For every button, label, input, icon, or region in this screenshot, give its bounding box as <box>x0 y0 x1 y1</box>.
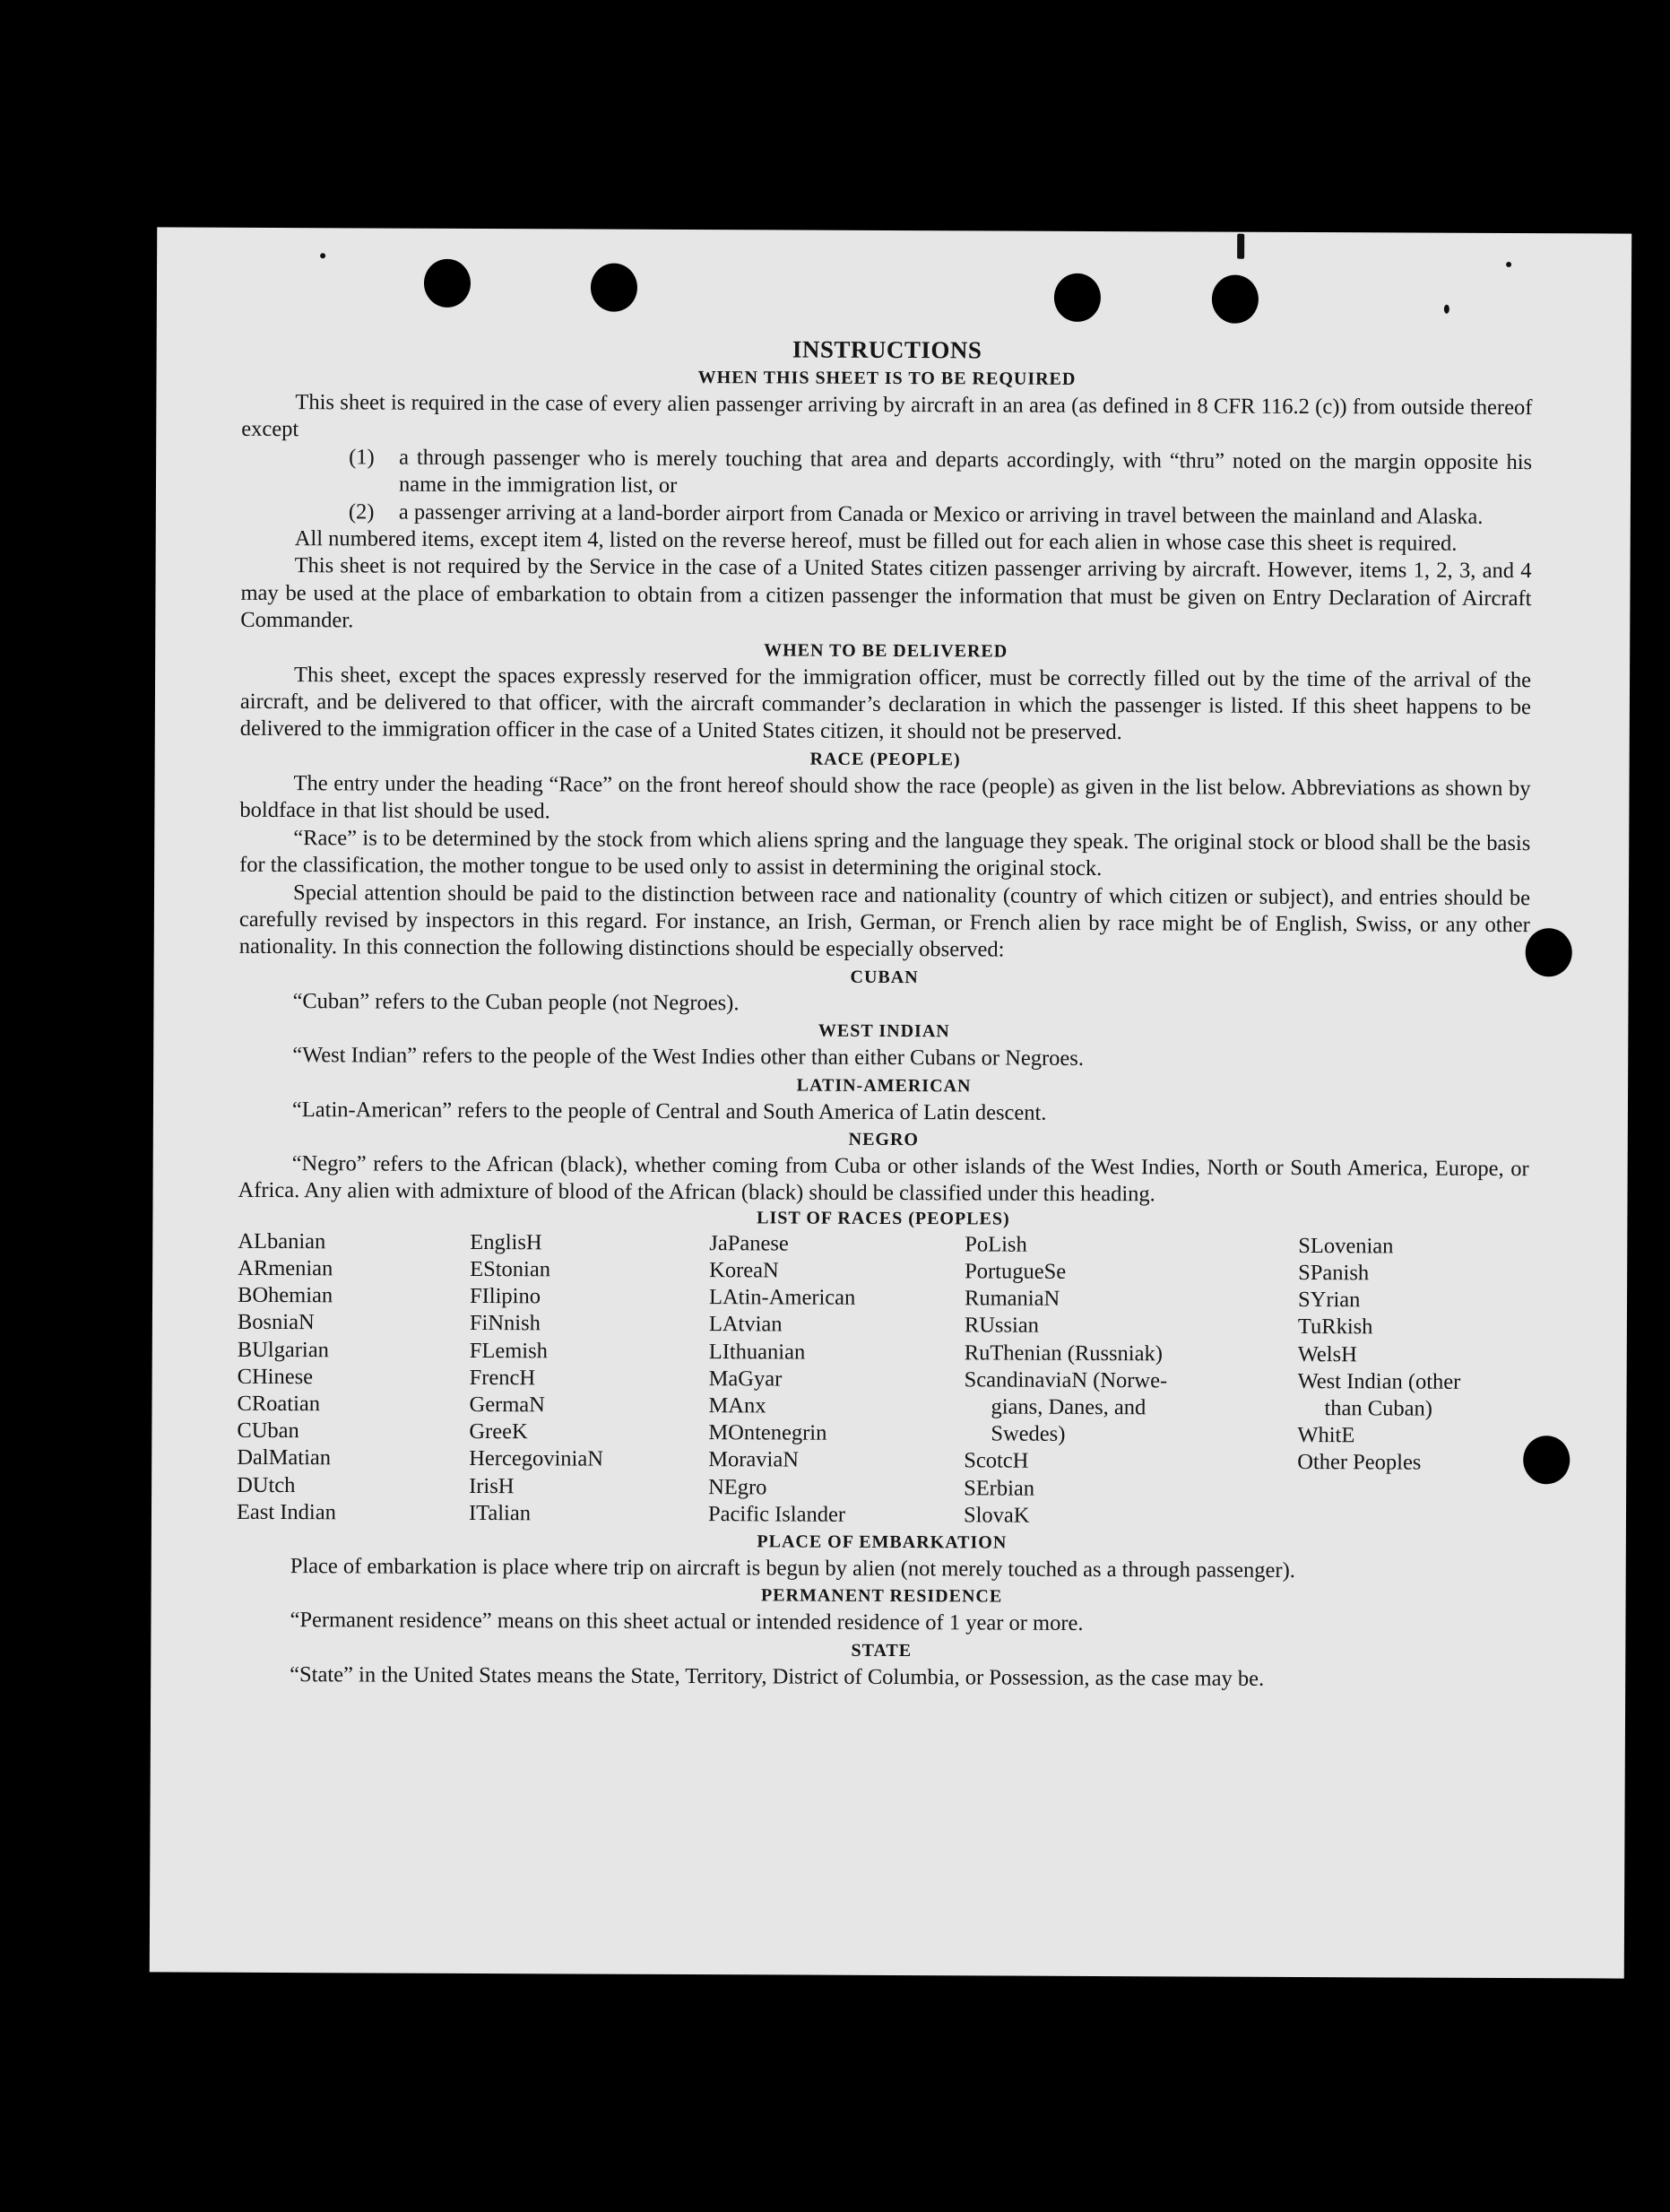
race-entry: JaPanese <box>709 1230 789 1256</box>
race-entry: RUssian <box>964 1313 1040 1339</box>
race-entry: SlovaK <box>963 1503 1030 1528</box>
race-entry: FrencH <box>469 1365 536 1391</box>
race-entry: than Cuban) <box>1324 1396 1433 1421</box>
races-column <box>1297 1233 1528 1531</box>
race-entry: MaGyar <box>708 1366 783 1392</box>
section-heading-residence: PERMANENT RESIDENCE <box>760 1585 1003 1607</box>
section-heading-required: WHEN THIS SHEET IS TO BE REQUIRED <box>697 368 1077 389</box>
exception-item: (1) a through passenger who is merely touching that area and departs accordingly, with “thru” noted on the margin opposite his name in the immigration list, or <box>349 445 1533 499</box>
races-column <box>237 1228 470 1527</box>
race-entry: EStonian <box>470 1256 551 1282</box>
races-list <box>237 1228 1528 1532</box>
speck-mark <box>1237 234 1244 259</box>
punch-hole <box>591 264 637 312</box>
negro-text: “Negro” refers to the African (black), whether coming from Cuba or other islands of the West Indies, North or South America, Europe, or Africa. Any alien with admixture of blood of the African (black) should be classified under this heading. <box>238 1151 1529 1207</box>
race-entry: LIthuanian <box>708 1339 806 1365</box>
race-entry: CUban <box>237 1418 299 1444</box>
race-entry: Swedes) <box>991 1421 1066 1447</box>
latin-american-text: “Latin-American” refers to the people of Central and South America of Latin descent. <box>291 1097 1047 1125</box>
race-entry: EnglisH <box>470 1229 542 1255</box>
races-column <box>708 1230 965 1529</box>
exception-item: (2) a passenger arriving at a land-border airport from Canada or Mexico or arriving in travel between the mainland and Alaska. <box>348 499 1484 529</box>
speck-mark <box>1444 305 1449 314</box>
race-entry: PoLish <box>965 1232 1027 1257</box>
race-entry: ITalian <box>468 1500 532 1526</box>
required-intro: This sheet is required in the case of every alien passenger arriving by aircraft in an area (as defined in 8 CFR 116.2 (c)) from outside thereof except <box>241 390 1533 442</box>
race-entry: FiNnish <box>469 1311 541 1336</box>
instructions-content <box>236 332 1533 1694</box>
race-entry: MOntenegrin <box>708 1420 827 1445</box>
page-title: INSTRUCTIONS <box>792 335 982 364</box>
required-para-3: This sheet is not required by the Service in the case of a United States citizen passenger arriving by aircraft. However, items 1, 2, 3, and 4 may be used at the place of embarkation to obtain from a citizen passenger the information that must be given on Entry Declaration of Aircraft Commander. <box>240 553 1532 633</box>
race-entry: ScotcH <box>964 1448 1029 1474</box>
race-para-3: Special attention should be paid to the distinction between race and nationality (country of which citizen or subject), and entries should be carefully revised by inspectors in this regard. For instance, an Irish, German, or French alien by race might be of English, Swiss, or any other nationality. In this connection the following distinctions should be especially observed: <box>238 880 1531 962</box>
race-entry: East Indian <box>236 1499 336 1525</box>
punch-hole <box>1212 275 1259 324</box>
race-entry: CRoatian <box>237 1391 321 1417</box>
speck-mark <box>1506 262 1511 267</box>
race-entry: GreeK <box>469 1419 528 1444</box>
race-entry: ScandinaviaN (Norwe- <box>964 1367 1168 1393</box>
cuban-text: “Cuban” refers to the Cuban people (not Negroes). <box>292 988 740 1015</box>
race-entry: ALbanian <box>238 1228 326 1254</box>
race-entry: BOhemian <box>237 1282 333 1308</box>
embarkation-text: Place of embarkation is place where trip on aircraft is begun by alien (not merely touched as a through passenger). <box>290 1554 1295 1583</box>
race-entry: BosniaN <box>237 1310 315 1335</box>
punch-hole <box>1054 273 1101 322</box>
race-entry: TuRkish <box>1297 1314 1373 1340</box>
race-entry: MoraviaN <box>708 1447 800 1472</box>
section-heading-list-of-races: LIST OF RACES (PEOPLES) <box>757 1208 1010 1229</box>
punch-hole <box>1526 928 1572 976</box>
races-column <box>469 1229 709 1528</box>
section-heading-negro: NEGRO <box>848 1129 920 1150</box>
race-entry: DUtch <box>237 1472 296 1497</box>
section-heading-state: STATE <box>851 1640 913 1661</box>
race-entry: West Indian (other <box>1297 1368 1461 1394</box>
race-entry: SLovenian <box>1298 1233 1394 1259</box>
race-entry: LAtin-American <box>708 1285 856 1310</box>
race-entry: CHinese <box>237 1364 314 1389</box>
delivered-text: This sheet, except the spaces expressly reserved for the immigration officer, must be correctly filled out by the time of the arrival of the aircraft, and be delivered to that officer, with the aircraft commander’s declaration in which the passenger is listed. If this sheet happens to be delivered to the immigration officer in the case of a United States citizen, it should not be preserved. <box>239 662 1532 745</box>
race-entry: GermaN <box>469 1392 545 1418</box>
races-column <box>964 1231 1298 1531</box>
section-heading-west-indian: WEST INDIAN <box>818 1020 950 1042</box>
section-heading-embarkation: PLACE OF EMBARKATION <box>757 1531 1008 1553</box>
state-text: “State” in the United States means the State, Territory, District of Columbia, or Possession, as the case may be. <box>290 1661 1265 1691</box>
residence-text: “Permanent residence” means on this sheet actual or intended residence of 1 year or more. <box>290 1608 1084 1636</box>
race-entry: Other Peoples <box>1297 1450 1422 1475</box>
race-para-2: “Race” is to be determined by the stock from which aliens spring and the language they speak. The original stock or blood shall be the basis for the classification, the mother tongue to be used only to assist in determining the original stock. <box>239 825 1531 881</box>
section-heading-cuban: CUBAN <box>850 967 919 987</box>
race-entry: Pacific Islander <box>707 1501 846 1527</box>
section-heading-delivered: WHEN TO BE DELIVERED <box>764 640 1008 662</box>
race-entry: RumaniaN <box>964 1286 1060 1311</box>
race-entry: DalMatian <box>237 1445 332 1470</box>
race-entry: HercegoviniaN <box>469 1446 603 1471</box>
race-entry: LAtvian <box>708 1312 783 1337</box>
punch-hole <box>424 259 471 308</box>
race-entry: PortugueSe <box>965 1259 1067 1284</box>
race-entry: FIlipino <box>469 1284 541 1309</box>
race-entry: NEgro <box>708 1474 767 1499</box>
race-para-1: The entry under the heading “Race” on the front hereof should show the race (people) as given in the list below. Abbreviations as shown by boldface in that list should be used. <box>239 770 1531 824</box>
required-para-2: All numbered items, except item 4, listed on the reverse hereof, must be filled out for each alien in whose case this sheet is required. <box>294 526 1458 556</box>
race-entry: BUlgarian <box>237 1337 329 1362</box>
speck-mark <box>320 253 325 258</box>
race-entry: IrisH <box>469 1473 515 1498</box>
race-entry: KoreaN <box>709 1258 779 1283</box>
race-entry: SPanish <box>1298 1260 1370 1286</box>
race-entry: WelsH <box>1297 1341 1357 1366</box>
document-sheet <box>150 227 1631 1978</box>
race-entry: gians, Danes, and <box>991 1394 1147 1420</box>
race-entry: ARmenian <box>238 1255 333 1281</box>
section-heading-latin-american: LATIN-AMERICAN <box>796 1075 972 1096</box>
race-entry: SErbian <box>964 1475 1035 1501</box>
section-heading-race: RACE (PEOPLE) <box>809 749 961 770</box>
race-entry: FLemish <box>469 1338 548 1363</box>
race-entry: RuThenian (Russniak) <box>964 1340 1163 1366</box>
race-entry: SYrian <box>1297 1288 1361 1313</box>
west-indian-text: “West Indian” refers to the people of the West Indies other than either Cubans or Negroes. <box>292 1043 1085 1071</box>
race-entry: MAnx <box>708 1393 766 1418</box>
race-entry: WhitE <box>1297 1423 1355 1448</box>
punch-hole <box>1523 1436 1570 1484</box>
